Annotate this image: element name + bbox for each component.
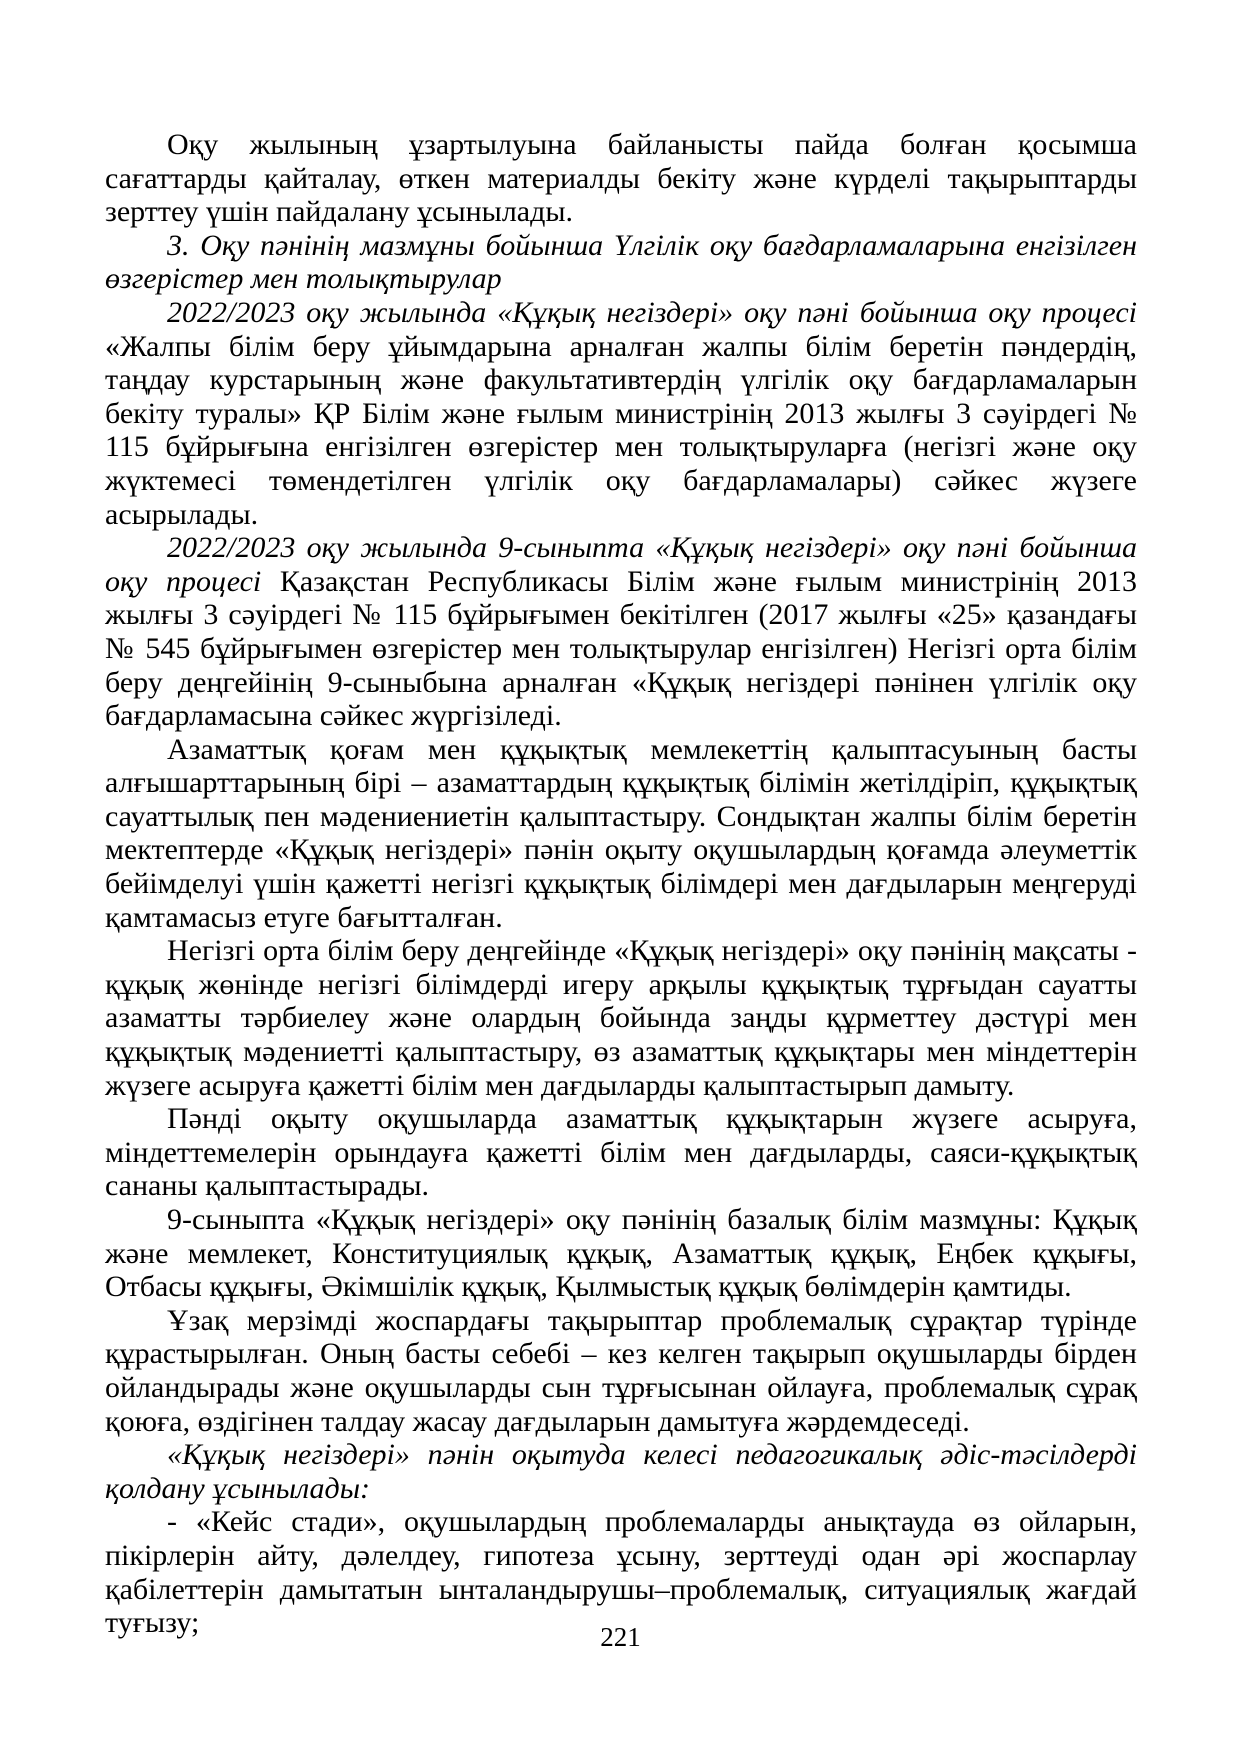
text-run: Ұзақ мерзімді жоспардағы тақырыптар проблемалық сұрақтар түрінде құрастырылған. Оның басты себебі – кез келген тақырып оқушыларды бірден ойландырады және оқушыларды сын тұрғысынан ойлауға, проблемалық сұрақ қоюға, өздігінен талдау жасау дағдыларын дамытуға жәрдемдеседі. — [105, 1303, 1137, 1438]
text-run: 9-сыныпта «Құқық негіздері» оқу пәнінің базалық білім мазмұны: Құқық және мемлекет, Конституциялық құқық, Азаматтық құқық, Еңбек құқығы, Отбасы құқығы, Әкімшілік құқық, Қылмыстық құқық бөлімдерін қамтиды. — [105, 1203, 1137, 1304]
paragraph — [105, 531, 1137, 733]
italic-text-run: 2022/2023 оқу жылында 9-сыныпта «Құқық негіздері» оқу пәні бойынша оқу процесі — [105, 531, 1137, 598]
paragraph — [105, 934, 1137, 1102]
paragraph — [105, 1438, 1137, 1505]
paragraph — [105, 1203, 1137, 1304]
italic-text-run: «Құқық негіздері» пәнін оқытуда келесі педагогикалық әдіс-тәсілдерді қолдану ұсынылады: — [105, 1438, 1137, 1505]
paragraph — [105, 733, 1137, 935]
page-number: 221 — [600, 1622, 641, 1652]
document-body — [105, 128, 1137, 1640]
paragraph — [105, 1505, 1137, 1639]
text-run: Негізгі орта білім беру деңгейінде «Құқық негіздері» оқу пәнінің мақсаты - құқық жөнінде негізгі білімдерді игеру арқылы құқықтық тұрғыдан сауатты азаматты тәрбиелеу және олардың бойында заңды құрметтеу дәстүрі мен құқықтық мәдениетті қалыптастыру, өз азаматтық құқықтары мен міндеттерін жүзеге асыруға қажетті білім мен дағдыларды қалыптастырып дамыту. — [105, 934, 1137, 1102]
text-run: Азаматтық қоғам мен құқықтық мемлекеттің қалыптасуының басты алғышарттарының бірі – азаматтардың құқықтық білімін жетілдіріп, құқықтық сауаттылық пен мәдениениетін қалыптастыру. Сондықтан жалпы білім беретін мектептерде «Құқық негіздері» пәнін оқыту оқушылардың қоғамда әлеуметтік бейімделуі үшін қажетті негізгі құқықтық білімдері мен дағдыларын меңгеруді қамтамасыз етуге бағытталған. — [105, 732, 1137, 934]
paragraph — [105, 1102, 1137, 1203]
text-run: Оқу жылының ұзартылуына байланысты пайда болған қосымша сағаттарды қайталау, өткен материалды бекіту және күрделі тақырыптарды зерттеу үшін пайдалану ұсынылады. — [105, 128, 1137, 229]
text-run: Пәнді оқыту оқушыларда азаматтық құқықтарын жүзеге асыруға, міндеттемелерін орындауға қажетті білім мен дағдыларды, саяси-құқықтық сананы қалыптастырады. — [105, 1102, 1137, 1203]
paragraph — [105, 128, 1137, 229]
paragraph — [105, 229, 1137, 296]
text-run: - «Кейс стади», оқушылардың проблемаларды анықтауда өз ойларын, пікірлерін айту, дәлелдеу, гипотеза ұсыну, зерттеуді одан әрі жоспарлау қабілеттерін дамытатын ынталандырушы–проблемалық, ситуациялық жағдай туғызу; — [105, 1505, 1137, 1640]
paragraph — [105, 296, 1137, 531]
text-run: «Жалпы білім беру ұйымдарына арналған жалпы білім беретін пәндердің, таңдау курстарының және факультативтердің үлгілік оқу бағдарламаларын бекіту туралы» ҚР Білім және ғылым министрінің 2013 жылғы 3 сәуірдегі № 115 бұйрығына енгізілген өзгерістер мен толықтыруларға (негізгі және оқу жүктемесі төмендетілген үлгілік оқу бағдарламалары) сәйкес жүзеге асырылады. — [105, 329, 1137, 531]
italic-text-run: 2022/2023 оқу жылында «Құқық негіздері» оқу пәні бойынша оқу процесі — [167, 295, 1137, 329]
paragraph — [105, 1304, 1137, 1438]
italic-text-run: 3. Оқу пәнінің мазмұны бойынша Үлгілік оқу бағдарламаларына енгізілген өзгерістер мен толықтырулар — [105, 228, 1137, 296]
text-run: Қазақстан Республикасы Білім және ғылым министрінің 2013 жылғы 3 сәуірдегі № 115 бұйрығымен бекітілген (2017 жылғы «25» қазандағы № 545 бұйрығымен өзгерістер мен толықтырулар енгізілген) Негізгі орта білім беру деңгейінің 9-сыныбына арналған «Құқық негіздері пәнінен үлгілік оқу бағдарламасына сәйкес жүргізіледі. — [105, 564, 1137, 733]
